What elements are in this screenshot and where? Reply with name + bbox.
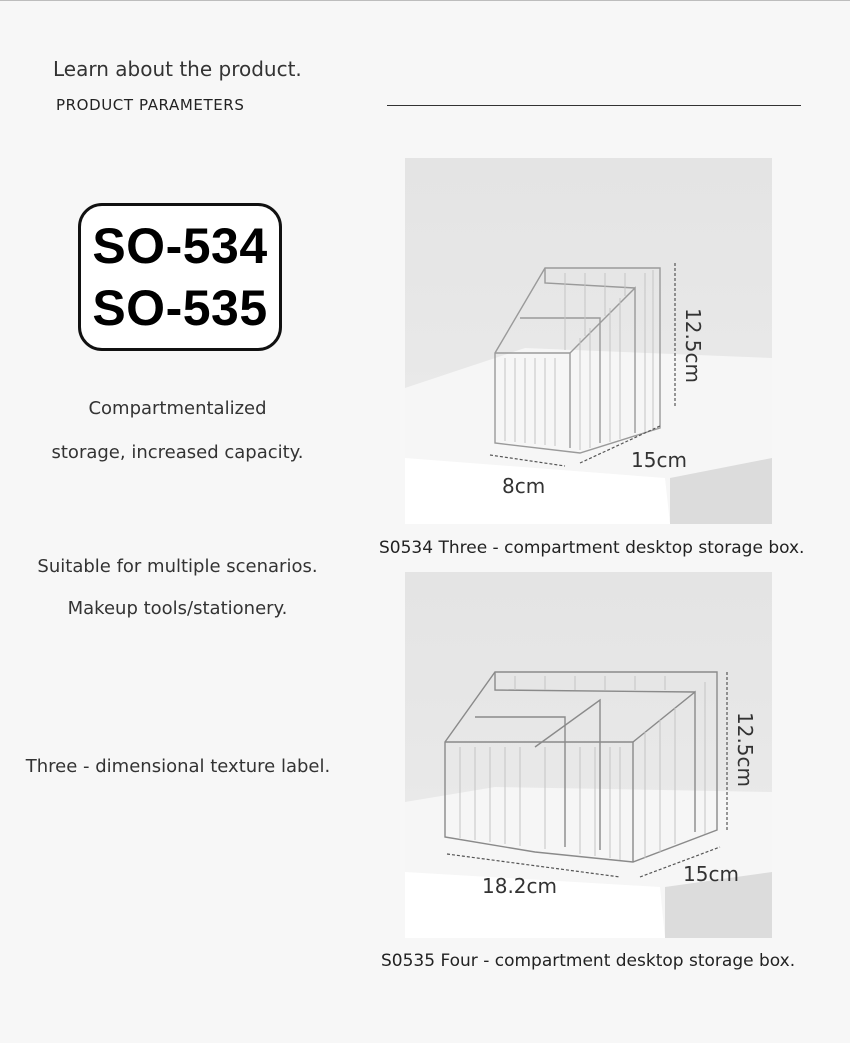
- storage-box-three-compartment-illustration: [405, 158, 772, 524]
- section-subtitle: PRODUCT PARAMETERS: [56, 96, 245, 114]
- so535-height-label: 12.5cm: [733, 712, 757, 788]
- so534-width-label: 8cm: [502, 474, 546, 498]
- so535-depth-label: 15cm: [683, 862, 739, 886]
- feature-text-2: storage, increased capacity.: [51, 442, 304, 463]
- product-photo-so535: [405, 572, 772, 938]
- so534-height-label: 12.5cm: [681, 308, 705, 384]
- model-number-2: SO-535: [92, 280, 268, 336]
- so534-depth-label: 15cm: [631, 448, 687, 472]
- feature-text-5: Three - dimensional texture label.: [25, 756, 331, 777]
- header-rule: [387, 105, 801, 106]
- feature-text-1: Compartmentalized: [88, 398, 267, 419]
- so535-caption: S0535 Four - compartment desktop storage box.: [381, 951, 796, 971]
- feature-text-3: Suitable for multiple scenarios.: [37, 556, 318, 577]
- so534-caption: S0534 Three - compartment desktop storage box.: [379, 538, 805, 558]
- page-title: Learn about the product.: [53, 57, 302, 81]
- top-divider: [0, 0, 850, 1]
- product-photo-so534: [405, 158, 772, 524]
- storage-box-four-compartment-illustration: [405, 572, 772, 938]
- model-number-badge: [78, 203, 282, 351]
- so535-width-label: 18.2cm: [482, 874, 558, 898]
- model-number-1: SO-534: [92, 218, 268, 274]
- feature-text-4: Makeup tools/stationery.: [67, 598, 288, 619]
